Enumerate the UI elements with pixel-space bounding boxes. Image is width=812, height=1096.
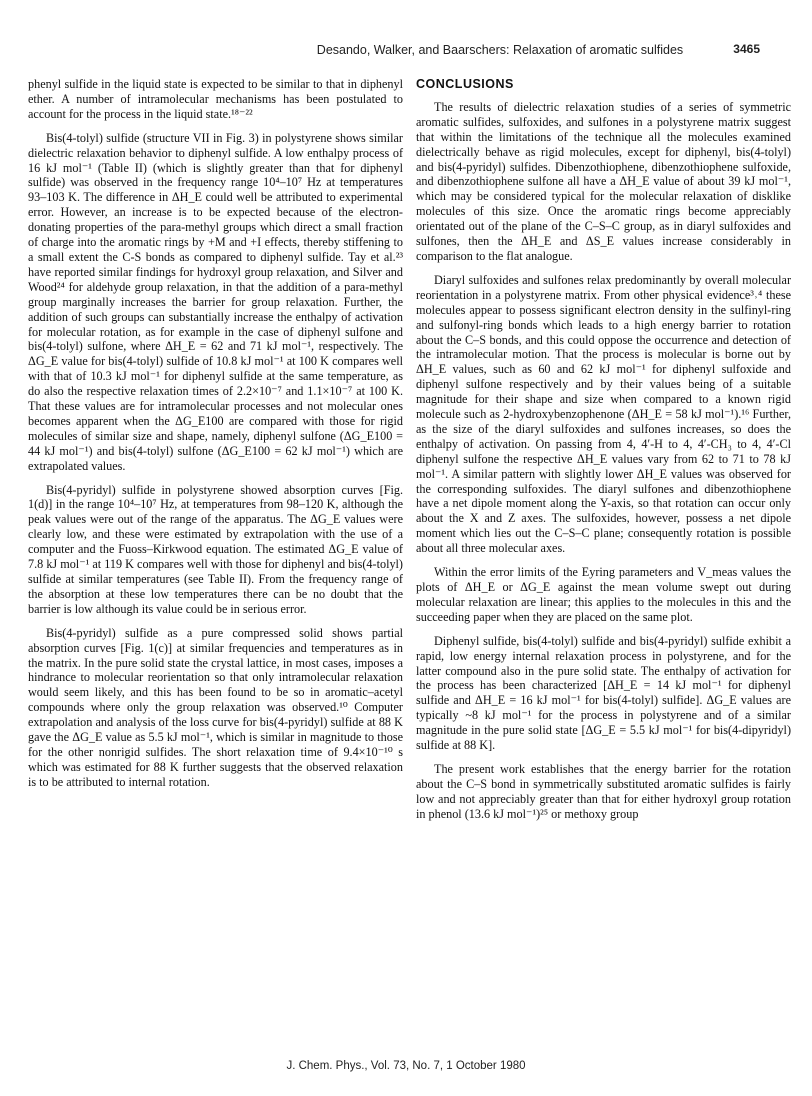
paragraph: Bis(4-tolyl) sulfide (structure VII in Fig. 3) in polystyrene shows similar dielectric relaxation behavior to diphenyl sulfide. A low enthalpy process of 16 kJ mol⁻¹ (Table II) (which is slightly greater than that for diphenyl sulfide) was observed in the frequency range 10⁴–10⁷ Hz at temperatures 93–103 K. The difference in ΔH_E could well be attributed to experimental error. However, an increase is to be expected because of the electron-donating properties of the para-methyl groups which direct a small fraction of charge into the aromatic rings by +M and +I effects, thereby stiffening to a small extent the C-S bonds as compared to diphenyl sulfide. Tay et al.²³ have reported similar findings for hydroxyl group relaxation, and Silver and Wood²⁴ for aldehyde group relaxation, in that the addition of a para-methyl group marginally increases the barrier for group relaxation. Further, the addition of such groups can substantially increase the enthalpy of activation for molecular rotation, as for example in the case of diphenyl sulfone and bis(4-tolyl) sulfone, where ΔH_E = 62 and 71 kJ mol⁻¹, respectively. The ΔG_E value for bis(4-tolyl) sulfide of 10.8 kJ mol⁻¹ at 100 K compares well with that of 10.3 kJ mol⁻¹ for diphenyl sulfide at the same temperature, as do also the respective relaxation times of 2.2×10⁻⁷ and 1.1×10⁻⁷ at 100 K. That these values are for intramolecular processes and not molecular ones becomes apparent when the ΔG_E100 are compared with those for rigid molecules of similar size and shape, namely, diphenyl sulfone (ΔG_E100 = 44 kJ mol⁻¹) and bis(4-tolyl) sulfone (ΔG_E100 = 62 kJ mol⁻¹) which are extrapolated values. (28, 130, 403, 473)
journal-citation-footer: J. Chem. Phys., Vol. 73, No. 7, 1 October 1980 (286, 1060, 526, 1072)
paragraph: The present work establishes that the energy barrier for the rotation about the C–S bond in symmetrically substituted aromatic sulfides is fairly low and not appreciably greater than that for either hydroxyl group rotation in phenol (13.6 kJ mol⁻¹)²⁵ or methoxy group (416, 761, 791, 821)
paragraph: Bis(4-pyridyl) sulfide in polystyrene showed absorption curves [Fig. 1(d)] in the range 10⁴–10⁷ Hz, at temperatures from 98–120 K, although the peak values were out of the range of the apparatus. The ΔG_E values were clearly low, and these were estimated by extrapolation with the use of a computer and the Fuoss–Kirkwood equation. The estimated ΔG_E value of 7.8 kJ mol⁻¹ at 119 K compares well with those for diphenyl and bis(4-tolyl) sulfide at similar temperatures (see Table II). From the frequency range of the absorption at these low temperatures there can be no doubt that the barrier is low although its value could be in serious error. (28, 482, 403, 616)
paragraph: Bis(4-pyridyl) sulfide as a pure compressed solid shows partial absorption curves [Fig. 1(c)] at similar frequencies and temperatures as in the matrix. In the pure solid state the crystal lattice, in most cases, imposes a hindrance to molecular reorientation so that only intramolecular relaxation would seem likely, and this has been found to be so in aromatic–acetyl compounds where only the group relaxation was observed.¹⁰ Computer extrapolation and analysis of the loss curve for bis(4-pyridyl) sulfide at 88 K gave the ΔG_E value as 5.5 kJ mol⁻¹, which is similar in magnitude to those for the other nonrigid sulfides. The short relaxation time of 9.4×10⁻¹⁰ s which was estimated for 88 K further suggests that the observed relaxation is to be attributed to internal rotation. (28, 625, 403, 789)
page-number: 3465 (733, 42, 760, 56)
paragraph: The results of dielectric relaxation studies of a series of symmetric aromatic sulfides, sulfoxides, and sulfones in a polystyrene matrix suggest that within the limitations of the technique all the molecules examined dielectrically behave as rigid molecules, except for diphenyl, bis(4-tolyl) and bis(4-pyridyl) sulfides. Dibenzothiophene, dibenzothiophene sulfoxide, and dibenzothiophene sulfone all have a ΔH_E value of about 39 kJ mol⁻¹, which may be considered typical for the molecular relaxation of disklike molecules of this size. Once the aromatic rings become appreciably orientated out of the plane of the C–S–C group, as in diaryl sulfoxides and sulfones, then the ΔH_E and ΔS_E values increase considerably in comparison to the flat analogue. (416, 99, 791, 263)
paragraph: phenyl sulfide in the liquid state is expected to be similar to that in diphenyl ether. A number of intramolecular mechanisms has been postulated to account for the process in the liquid state.¹⁸⁻²² (28, 77, 403, 121)
right-column (416, 77, 791, 822)
paragraph: Within the error limits of the Eyring parameters and V_meas values the plots of ΔH_E or ΔG_E against the mean volume swept out during molecular relaxation are linear; this applies to the molecules in this and the succeeding paper when they are placed on the same plot. (416, 565, 791, 624)
paragraph: Diaryl sulfoxides and sulfones relax predominantly by overall molecular reorientation in a polystyrene matrix. From other physical evidence³˒⁴ these molecules appear to possess significant electron density in the sulfinyl-ring and sulfonyl-ring bonds which leads to a high energy barrier to rotation about the C–S bonds, and this could oppose the occurrence and detection of the intramolecular motion. That the process is molecular is borne out by ΔH_E values, such as 60 and 62 kJ mol⁻¹ for diphenyl sulfoxide and diphenyl sulfone respectively and by their values being of a suitable magnitude for their shape and size when compared to a known rigid molecule such as 2-hydroxybenzophenone (ΔH_E = 58 kJ mol⁻¹).¹⁶ Further, as the size of the diaryl sulfoxides and sulfones increases, so does the enthalpy of activation. On passing from 4, 4′-H to 4, 4′-CH₃ to 4, 4′-Cl diphenyl sulfone the respective ΔH_E values vary from 62 to 71 to 78 kJ mol⁻¹. A similar pattern with slightly lower ΔH_E values was observed for the corresponding sulfoxides. The diaryl sulfones and dibenzothiophene have a net dipole moment along the Y-axis, so that rotation can occur only about the X and Z axes. The sulfoxides, however, possess a net dipole moment which lies out the C–S–C plane; consequently rotation is possible about all three molecular axes. (416, 272, 791, 556)
paragraph: Diphenyl sulfide, bis(4-tolyl) sulfide and bis(4-pyridyl) sulfide exhibit a rapid, low energy internal relaxation process in polystyrene, and for the latter compound also in the pure solid state. The enthalpy of activation for the process has been characterized [ΔH_E = 14 kJ mol⁻¹ for diphenyl sulfide and ΔH_E = 16 kJ mol⁻¹ for bis(4-tolyl) sulfide]. ΔG_E values are typically ~8 kJ mol⁻¹ for the process in polystyrene and of a similar magnitude in the pure solid state [ΔG_E = 5.5 kJ mol⁻¹ for bis(4-dipyridyl) sulfide at 88 K]. (416, 633, 791, 753)
running-head: Desando, Walker, and Baarschers: Relaxation of aromatic sulfides (316, 43, 684, 57)
left-column (28, 77, 403, 790)
section-heading: CONCLUSIONS (416, 77, 514, 91)
